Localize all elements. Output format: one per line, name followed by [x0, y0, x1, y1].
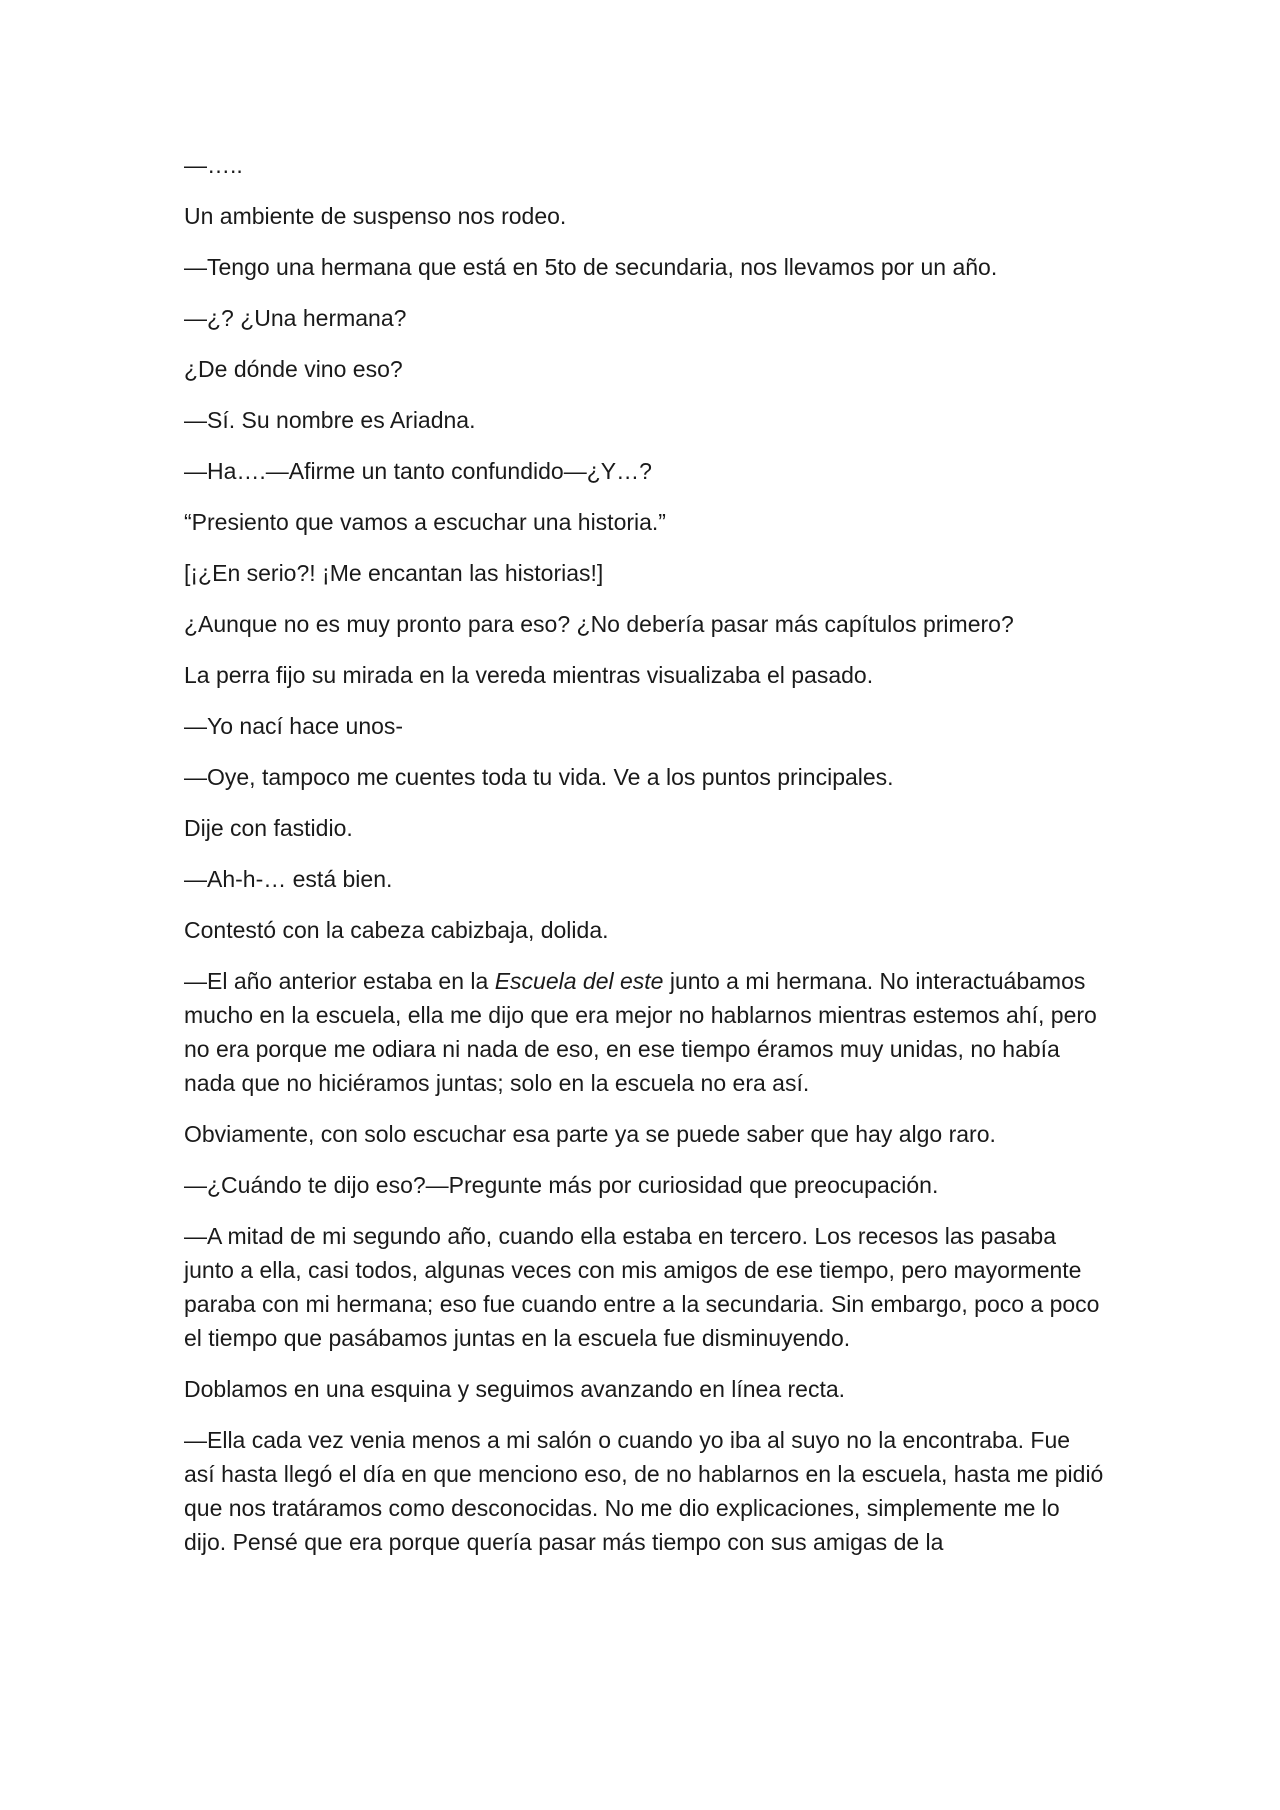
paragraph: [¡¿En serio?! ¡Me encantan las historias!]: [184, 560, 604, 586]
paragraph: —A mitad de mi segundo año, cuando ella estaba en tercero. Los recesos las pasaba junto a ella, casi todos, algunas veces con mis amigos de ese tiempo, pero mayormente paraba con mi hermana; eso fue cuando entre a la secundaria. Sin embargo, poco a poco el tiempo que pasábamos juntas en la escuela fue disminuyendo.: [184, 1223, 1100, 1351]
paragraph: Un ambiente de suspenso nos rodeo.: [184, 203, 567, 229]
paragraph: —¿Cuándo te dijo eso?—Pregunte más por curiosidad que preocupación.: [184, 1172, 939, 1198]
paragraph: —Ha….—Afirme un tanto confundido—¿Y…?: [184, 458, 652, 484]
paragraph: “Presiento que vamos a escuchar una historia.”: [184, 509, 666, 535]
document-body: [184, 148, 1104, 1576]
paragraph: Dije con fastidio.: [184, 815, 353, 841]
paragraph: —Sí. Su nombre es Ariadna.: [184, 407, 476, 433]
paragraph: Obviamente, con solo escuchar esa parte ya se puede saber que hay algo raro.: [184, 1121, 996, 1147]
paragraph: La perra fijo su mirada en la vereda mientras visualizaba el pasado.: [184, 662, 874, 688]
school-text-before: —El año anterior estaba en la: [184, 968, 495, 994]
paragraph: ¿Aunque no es muy pronto para eso? ¿No debería pasar más capítulos primero?: [184, 611, 1014, 637]
paragraph: —¿? ¿Una hermana?: [184, 305, 407, 331]
paragraph: —Oye, tampoco me cuentes toda tu vida. Ve a los puntos principales.: [184, 764, 894, 790]
paragraph: —…..: [184, 152, 243, 178]
paragraph-school: [184, 964, 1104, 1100]
paragraph: —Tengo una hermana que está en 5to de secundaria, nos llevamos por un año.: [184, 254, 998, 280]
paragraph: —Ella cada vez venia menos a mi salón o cuando yo iba al suyo no la encontraba. Fue así hasta llegó el día en que menciono eso, de no hablarnos en la escuela, hasta me pidió que nos tratáramos como desconocidas. No me dio explicaciones, simplemente me lo dijo. Pensé que era porque quería pasar más tiempo con sus amigas de la: [184, 1427, 1104, 1555]
paragraph: Doblamos en una esquina y seguimos avanzando en línea recta.: [184, 1376, 846, 1402]
paragraph: ¿De dónde vino eso?: [184, 356, 403, 382]
paragraph: —Yo nací hace unos-: [184, 713, 404, 739]
school-name-italic: Escuela del este: [494, 968, 664, 994]
school-text-after: junto a mi hermana. No interactuábamos mucho en la escuela, ella me dijo que era mejor no hablarnos mientras estemos ahí, pero no era porque me odiara ni nada de eso, en ese tiempo éramos muy unidas, no había nada que no hiciéramos juntas; solo en la escuela no era así.: [184, 968, 1097, 1096]
paragraph: —Ah-h-… está bien.: [184, 866, 393, 892]
paragraph: Contestó con la cabeza cabizbaja, dolida.: [184, 917, 609, 943]
